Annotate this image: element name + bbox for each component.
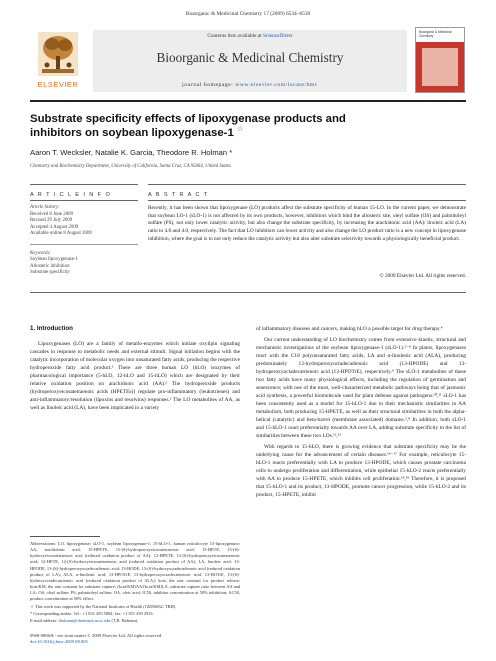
bottom-metadata bbox=[30, 633, 162, 646]
article-title bbox=[30, 112, 370, 141]
body-left-column bbox=[30, 340, 240, 415]
abstract-subrule bbox=[148, 200, 466, 201]
journal-header bbox=[30, 22, 466, 100]
intro-paragraph-1: Lipoxygenases (LO) are a family of metallo-enzymes which initiate oxylipin signaling cascades in response to metabolic needs and external stimuli. Signal initiation begins with the catalytic incorporation of molecular oxygen into unsaturated fatty acids, producing the respective hydroperoxide fatty acid product.¹ There are three human LO (hLO) isozymes of pharmacological importance (5-hLO, 12-hLO and 15-hLO) which are designated by their relative oxidation position on arachidonic acid (AA).² The hydroperoxide products (hydroperoxyeicosatetraenoic acids (HPETEs)) regulate pro-inflammatory (leukotrienes) and anti-inflammatory/resolution (lipoxins and resolvins) responses.³ The LO metabolites of AA, as well as linoleic acid (LA), have been implicated in a variety bbox=[30, 341, 240, 411]
cover-band bbox=[416, 28, 464, 42]
abstract-copyright: © 2009 Elsevier Ltd. All rights reserved. bbox=[379, 273, 466, 279]
abbreviations-footnote: Abbreviations: LO, lipoxygenase; sLO-1, soybean lipoxygenase-1; 15-hLO-1, human reticulocyte 15-lipoxygenase; AA, arachidonic acid; 15-HPETE, 15-(S)-hydroperoxyeicosatetraenoic acid; 15-HETE, 15-(S)-hydroxyeicosatetraenoic acid (reduced oxidation product of AA); 12-HPETE, 12-(S)-hydroperoxyeicosatetraenoic acid; 12-HETE, 12-(S)-hydroxyeicosatetraenoic acid (reduced oxidation product of AA); LA, linoleic acid; 13-HPODE, 13-(S)-hydroperoxyoctadecadienoic acid; 13-HODE, 13-(S)-hydroxyoctadecadienoic acid (reduced oxidation product of LA); ALA, α-linolenic acid; 13-HPOTrE, 13-hydroperoxyoctadecatrienoic acid; 13-HOTrE, 13-(S)-hydroxyoctadecatrienoic acid (reduced oxidation product of ALA); kcat, the rate constant for product release; kcat/KM, the rate constant for substrate capture; (kcat/KM)AA/(kcat/KM)LA, substrate capture ratio between AA and LA; OS, oleyl sulfate; PS, palmitoleyl sulfate; OA, oleic acid; IC50, inhibitor concentration at 50% inhibition; AC50, product concentration at 50% effect. bbox=[30, 541, 240, 602]
intro-paragraph-2: Our current understanding of LO biochemistry comes from extensive kinetic, structural and mechanistic investigations of the soybean lipoxygenase-1 (sLO-1).⁵⁻⁸ In plants, lipoxygenases react with the C18 polyunsaturated fatty acids, LA and α-linolenic acid (ALA), producing predominately 13-hydroperoxyoctadecadienoic acid (13-HPODE) and 13-hydroperoxyoctadecatrienoic acid (13-HPOTrE), respectively.⁹ The sLO-1 metabolites of these two fatty acids have many physiological effects, including the regulation of germination and senescence; with one of the most, well-characterized metabolic pathways being that of jasmonic acid synthesis, a powerful biomolecule used for plant defense against pathogens.¹⁰,¹¹ sLO-1 has been consistently used as a model for 15-hLO-1 due to their mechanistic similarities in AA metabolism, both producing 15-HPETE, as well as their structural similarities in both the alpha-helical (catalytic) and beta-barrel (membrane associated) domains.⁵,⁸ In addition, both sLO-1 and 15-hLO-1 react preferentially towards AA over LA, adding substrate specificity to the list of similarities between these two LOs.¹²,¹³ bbox=[256, 337, 466, 439]
author-affiliation: Chemistry and Biochemistry Department, University of California, Santa Cruz, CA 95064, United States bbox=[30, 164, 231, 169]
keyword-item: Substrate specificity bbox=[30, 270, 70, 276]
cover-title bbox=[419, 31, 451, 38]
funding-footnote: ☆ This work was supported by the National Institutes of Health (GM56062, TRH). bbox=[30, 603, 177, 609]
contents-line bbox=[93, 33, 407, 39]
doi-link[interactable]: doi:10.1016/j.bmc.2009.08.005 bbox=[30, 639, 88, 645]
corresponding-author-footnote: * Corresponding author. Tel.: +1 831 459 5884; fax: +1 831 459 2935. bbox=[30, 610, 154, 616]
homepage-link[interactable]: www.elsevier.com/locate/bmc bbox=[235, 82, 318, 88]
footnotes bbox=[30, 541, 240, 625]
article-info-rule bbox=[30, 184, 138, 185]
history-revised: Revised 29 July 2009 bbox=[30, 218, 73, 224]
abstract-end-rule bbox=[30, 292, 466, 293]
abstract-text: Recently, it has been shown that lipoxygenase (LO) products affect the substrate specificity of human 15-LO. In the current paper, we demonstrate that soybean LO-1 (sLO-1) is not affected by its own products, however, inhibitors which bind the allosteric site, oleyl sulfate (OS) and palmitoleyl sulfate (PS), not only lower catalytic activity, but also change the substrate specificity, by increasing the arachidonic acid (AA)/ linoleic acid (LA) ratio to 4.8 and 4.0, respectively. The fact that LO inhibitors can lower activity and also change the LO product ratio is a new concept in lipoxygenase inhibition, where the goal is to not only reduce the catalytic activity but also alter substrate selectivity towards a physiologically beneficial product. bbox=[148, 205, 466, 242]
cover-title-line-1: Bioorganic & Medicinal bbox=[419, 30, 452, 34]
journal-masthead bbox=[93, 30, 407, 92]
header-rule bbox=[30, 100, 466, 102]
body-right-column bbox=[256, 325, 466, 502]
journal-title: Bioorganic & Medicinal Chemistry bbox=[156, 50, 344, 65]
intro-paragraph-continued: of inflammatory diseases and cancers, making hLO a possible target for drug therapy.⁴ bbox=[256, 326, 443, 332]
keyword-item: Soybean lipoxygenase-1 bbox=[30, 257, 78, 263]
author-list: Aaron T. Wecksler, Natalie K. Garcia, Theodore R. Holman * bbox=[30, 148, 233, 157]
history-received: Received 8 June 2009 bbox=[30, 211, 74, 217]
title-footnote-mark[interactable]: ☆ bbox=[236, 126, 244, 134]
homepage-prefix: journal homepage: bbox=[182, 82, 234, 88]
issn-line: 0968-0896/$ - see front matter © 2009 Elsevier Ltd. All rights reserved. bbox=[30, 633, 163, 638]
elsevier-tree-icon bbox=[38, 32, 78, 76]
email-link[interactable]: tholman@chemistry.ucsc.edu bbox=[58, 617, 111, 623]
intro-paragraph-3: With regards to 15-hLO, there is growing evidence that substrate specificity may be the underlying cause for the advancement of certain diseases.¹⁴⁻¹⁷ For example, reticulocyte 15-hLO-1 reacts preferentially with LA to produce 13-HPODE, which causes prostate carcinoma cells to undergo proliferation and differentiation, while epithelial 15-hLO-2 reacts preferentially with AA to produce 15-HPETE, which inhibits cell proliferation.¹⁸,¹⁹ Therefore, it is proposed that 15-hLO-1 and its product, 13-HPODE, promote cancer progression, while 15-hLO-2 and its product, 15-HPETE, inhibit bbox=[256, 444, 466, 498]
info-divider bbox=[30, 244, 138, 245]
article-info-subrule bbox=[30, 200, 138, 201]
article-title-text: Substrate specificity effects of lipoxygenase products and inhibitors on soybean lipoxygenase-1 bbox=[30, 113, 346, 140]
abstract-label: A B S T R A C T bbox=[148, 192, 209, 198]
history-heading: Article history: bbox=[30, 205, 60, 210]
elsevier-wordmark: ELSEVIER bbox=[37, 80, 79, 89]
elsevier-logo[interactable] bbox=[30, 30, 86, 92]
sciencedirect-link[interactable]: ScienceDirect bbox=[262, 33, 293, 39]
history-accepted: Accepted 4 August 2009 bbox=[30, 224, 79, 230]
journal-cover-thumbnail[interactable] bbox=[415, 27, 465, 93]
history-online: Available online 8 August 2009 bbox=[30, 231, 92, 237]
journal-homepage bbox=[93, 82, 407, 88]
abstract-rule bbox=[148, 184, 466, 185]
email-suffix: (T.R. Holman). bbox=[111, 617, 139, 623]
cover-image bbox=[422, 48, 458, 86]
footnote-rule bbox=[30, 536, 100, 537]
article-info-block bbox=[30, 205, 138, 277]
article-info-label: A R T I C L E I N F O bbox=[30, 192, 112, 198]
cover-title-line-2: Chemistry bbox=[419, 33, 434, 38]
keywords-heading: Keywords: bbox=[30, 250, 52, 256]
introduction-heading: 1. Introduction bbox=[30, 325, 73, 332]
keyword-item: Allosteric inhibition bbox=[30, 263, 70, 269]
email-footnote bbox=[30, 618, 240, 624]
email-prefix: E-mail address: bbox=[30, 617, 58, 623]
contents-prefix: Contents lists available at bbox=[207, 33, 262, 39]
journal-reference: Bioorganic & Medicinal Chemistry 17 (2009) 6534–6539 bbox=[185, 11, 311, 17]
